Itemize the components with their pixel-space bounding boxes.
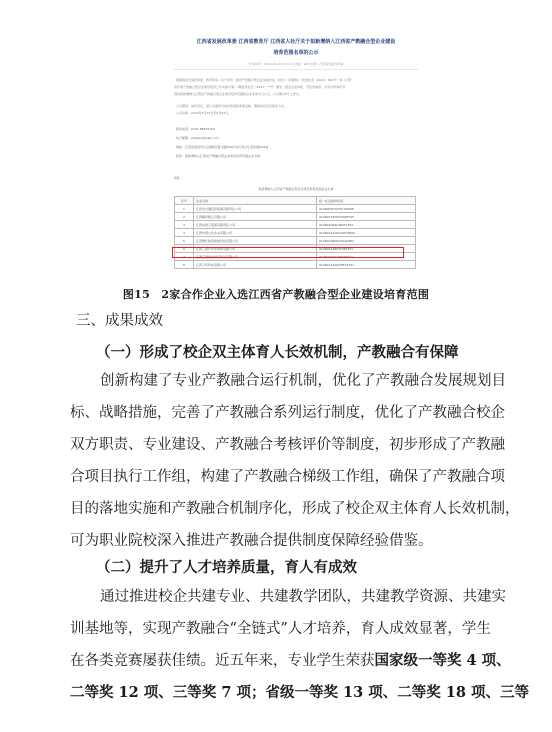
table-cell: 91360423667F4E2XP1: [317, 245, 416, 253]
table-cell: 3: [175, 221, 194, 229]
notice-contact-email: 电子邮箱：jxfgwsh@126.com: [176, 136, 219, 140]
paragraph-line: 可为职业院校深入推进产教融合提供制度保障经验借鉴。: [70, 533, 433, 549]
section-heading: 三、成果成效: [76, 313, 163, 329]
paragraph-line: 标、战略措施，完善了产教融合系列运行制度，优化了产教融合校企: [70, 405, 505, 421]
table-cell: 1: [175, 205, 194, 213]
table-cell: 2: [175, 213, 194, 221]
paragraph-line: 二等奖 12 项、三等奖 7 项；省级一等奖 13 项、二等奖 18 项、三等: [70, 684, 530, 701]
paragraph-line: 创新构建了专业产教融合运行机制，优化了产教融合发展规划目: [100, 373, 506, 389]
paragraph-line: 训基地等，实现产教融合“全链式”人才培养，育人成效显著，学生: [70, 621, 491, 637]
notice-intro-line: 省开展产教融合型企业建设培育工作实施方案》（赣发改社会〔2021〕**号）要求，经过企业申报、设区市推荐、专家评审等环节，: [174, 85, 349, 89]
table-cell: 江西省建工集团有限责任公司: [194, 221, 317, 229]
notice-screenshot: [168, 8, 424, 270]
table-cell: 江西省交通投资集团有限责任公司: [194, 205, 317, 213]
notice-contact-phone: 联系电话：0791-88615105: [176, 127, 215, 131]
paragraph-1: [70, 365, 520, 557]
table-row: [175, 237, 416, 245]
table-cell: 5: [175, 237, 194, 245]
table-cell: 91360121MA3AP2HD0K: [317, 229, 416, 237]
table-cell: 8: [175, 261, 194, 269]
table-cell: 91360000705515402B: [317, 205, 416, 213]
table-cell: 91360732MA35Q6FT2F: [317, 213, 416, 221]
table-cell: 江西博长制造智能科技有限公司: [194, 237, 317, 245]
table-cell: 7: [175, 253, 194, 261]
figure-caption: 图15 2家合作企业入选江西省产教融合型企业建设培育范围: [122, 288, 430, 301]
table-cell: 913601063C4B2F1F5A: [317, 221, 416, 229]
notice-divider: [174, 69, 418, 70]
notice-attachment-label: 附件: [174, 176, 181, 180]
table-cell: 江西万华科技有限公司: [194, 261, 317, 269]
highlight-box: [172, 247, 404, 258]
table-row: [175, 213, 416, 221]
table-cell: 江西汇通智能制造科技有限公司: [194, 253, 317, 261]
table-header-cell: 企业名称: [194, 197, 317, 205]
subsection-heading-2: （二）提升了人才培养质量，育人有成效: [96, 559, 357, 576]
notice-table-title: 拟新增纳入江西省产教融合型企业建设培育范围企业名单: [258, 187, 334, 191]
table-header-row: [175, 197, 416, 205]
paragraph-2: [70, 581, 530, 709]
table-cell: 91360406770F66291C: [317, 253, 416, 261]
subsection-heading-1: （一）形成了校企双主体育人长效机制，产教融合有保障: [96, 344, 459, 361]
table-row: [175, 205, 416, 213]
notice-attachment-link[interactable]: 附件：拟新增纳入江西省产教融合型企业建设培育范围企业名单: [176, 154, 261, 158]
enterprise-table: [174, 196, 416, 269]
table-cell: 江西中寰立达实业有限公司: [194, 229, 317, 237]
table-row: [175, 229, 416, 237]
notice-intro-line: 公示期间，如有异议，请以书面形式向省发展改革委反映，署真实姓名及联系方式。: [176, 104, 288, 108]
table-header-cell: 序号: [175, 197, 194, 205]
notice-contact-address: 地址：江西省南昌市红谷滩新区卧龙路999号省行政中心西四楼414室: [176, 145, 269, 149]
paragraph-line: 在各类竞赛屡获佳绩。近五年来，专业学生荣获国家级一等奖 4 项、: [70, 652, 511, 669]
table-header-cell: 统一社会信用代码: [317, 197, 416, 205]
notice-title-line2: 培育范围名单的公示: [273, 50, 319, 56]
table-row: [175, 261, 416, 269]
table-cell: 江西赣县稀土有限公司: [194, 213, 317, 221]
paragraph-line: 通过推进校企共建专业、共建教学团队，共建教学资源、共建实: [100, 589, 506, 605]
table-cell: 6: [175, 245, 194, 253]
paragraph-line: 双方职责、专业建设、产教融合考核评价等制度，初步形成了产教融: [70, 437, 505, 453]
table-cell: 4: [175, 229, 194, 237]
notice-title-line1: 江西省发展改革委 江西省教育厅 江西省人社厅关于拟新增纳入江西省产教融合型企业建设: [196, 39, 396, 45]
notice-intro-line: 现将拟新增纳入江西省产教融合型企业建设培育范围的企业名单予以公示，公示期为5个工作日。: [174, 92, 302, 96]
table-cell: 91360106MA35L9A5E3: [317, 237, 416, 245]
notice-meta: 发布时间：2024-05-20 14:10 点击数：967 来源：江西省发展改革委: [248, 62, 344, 66]
table-row: [175, 221, 416, 229]
paragraph-line: 目的落地实施和产教融合机制序化，形成了校企双主体育人长效机制，: [70, 501, 520, 517]
notice-intro-line: 公示时间：2024年5月20日至5月24日。: [176, 111, 232, 115]
paragraph-line: 合项目执行工作组，构建了产教融合梯级工作组，确保了产教融合项: [70, 469, 505, 485]
notice-intro-line: 根据国家发展改革委、教育部等《关于印发《建设产教融合型企业实施办法（试行）》的通知》（发改社会〔2019〕590号）和《江西: [176, 78, 352, 82]
table-cell: 江西三星汽车零部件有限公司: [194, 245, 317, 253]
table-cell: 91360122MA38F23TX1: [317, 261, 416, 269]
